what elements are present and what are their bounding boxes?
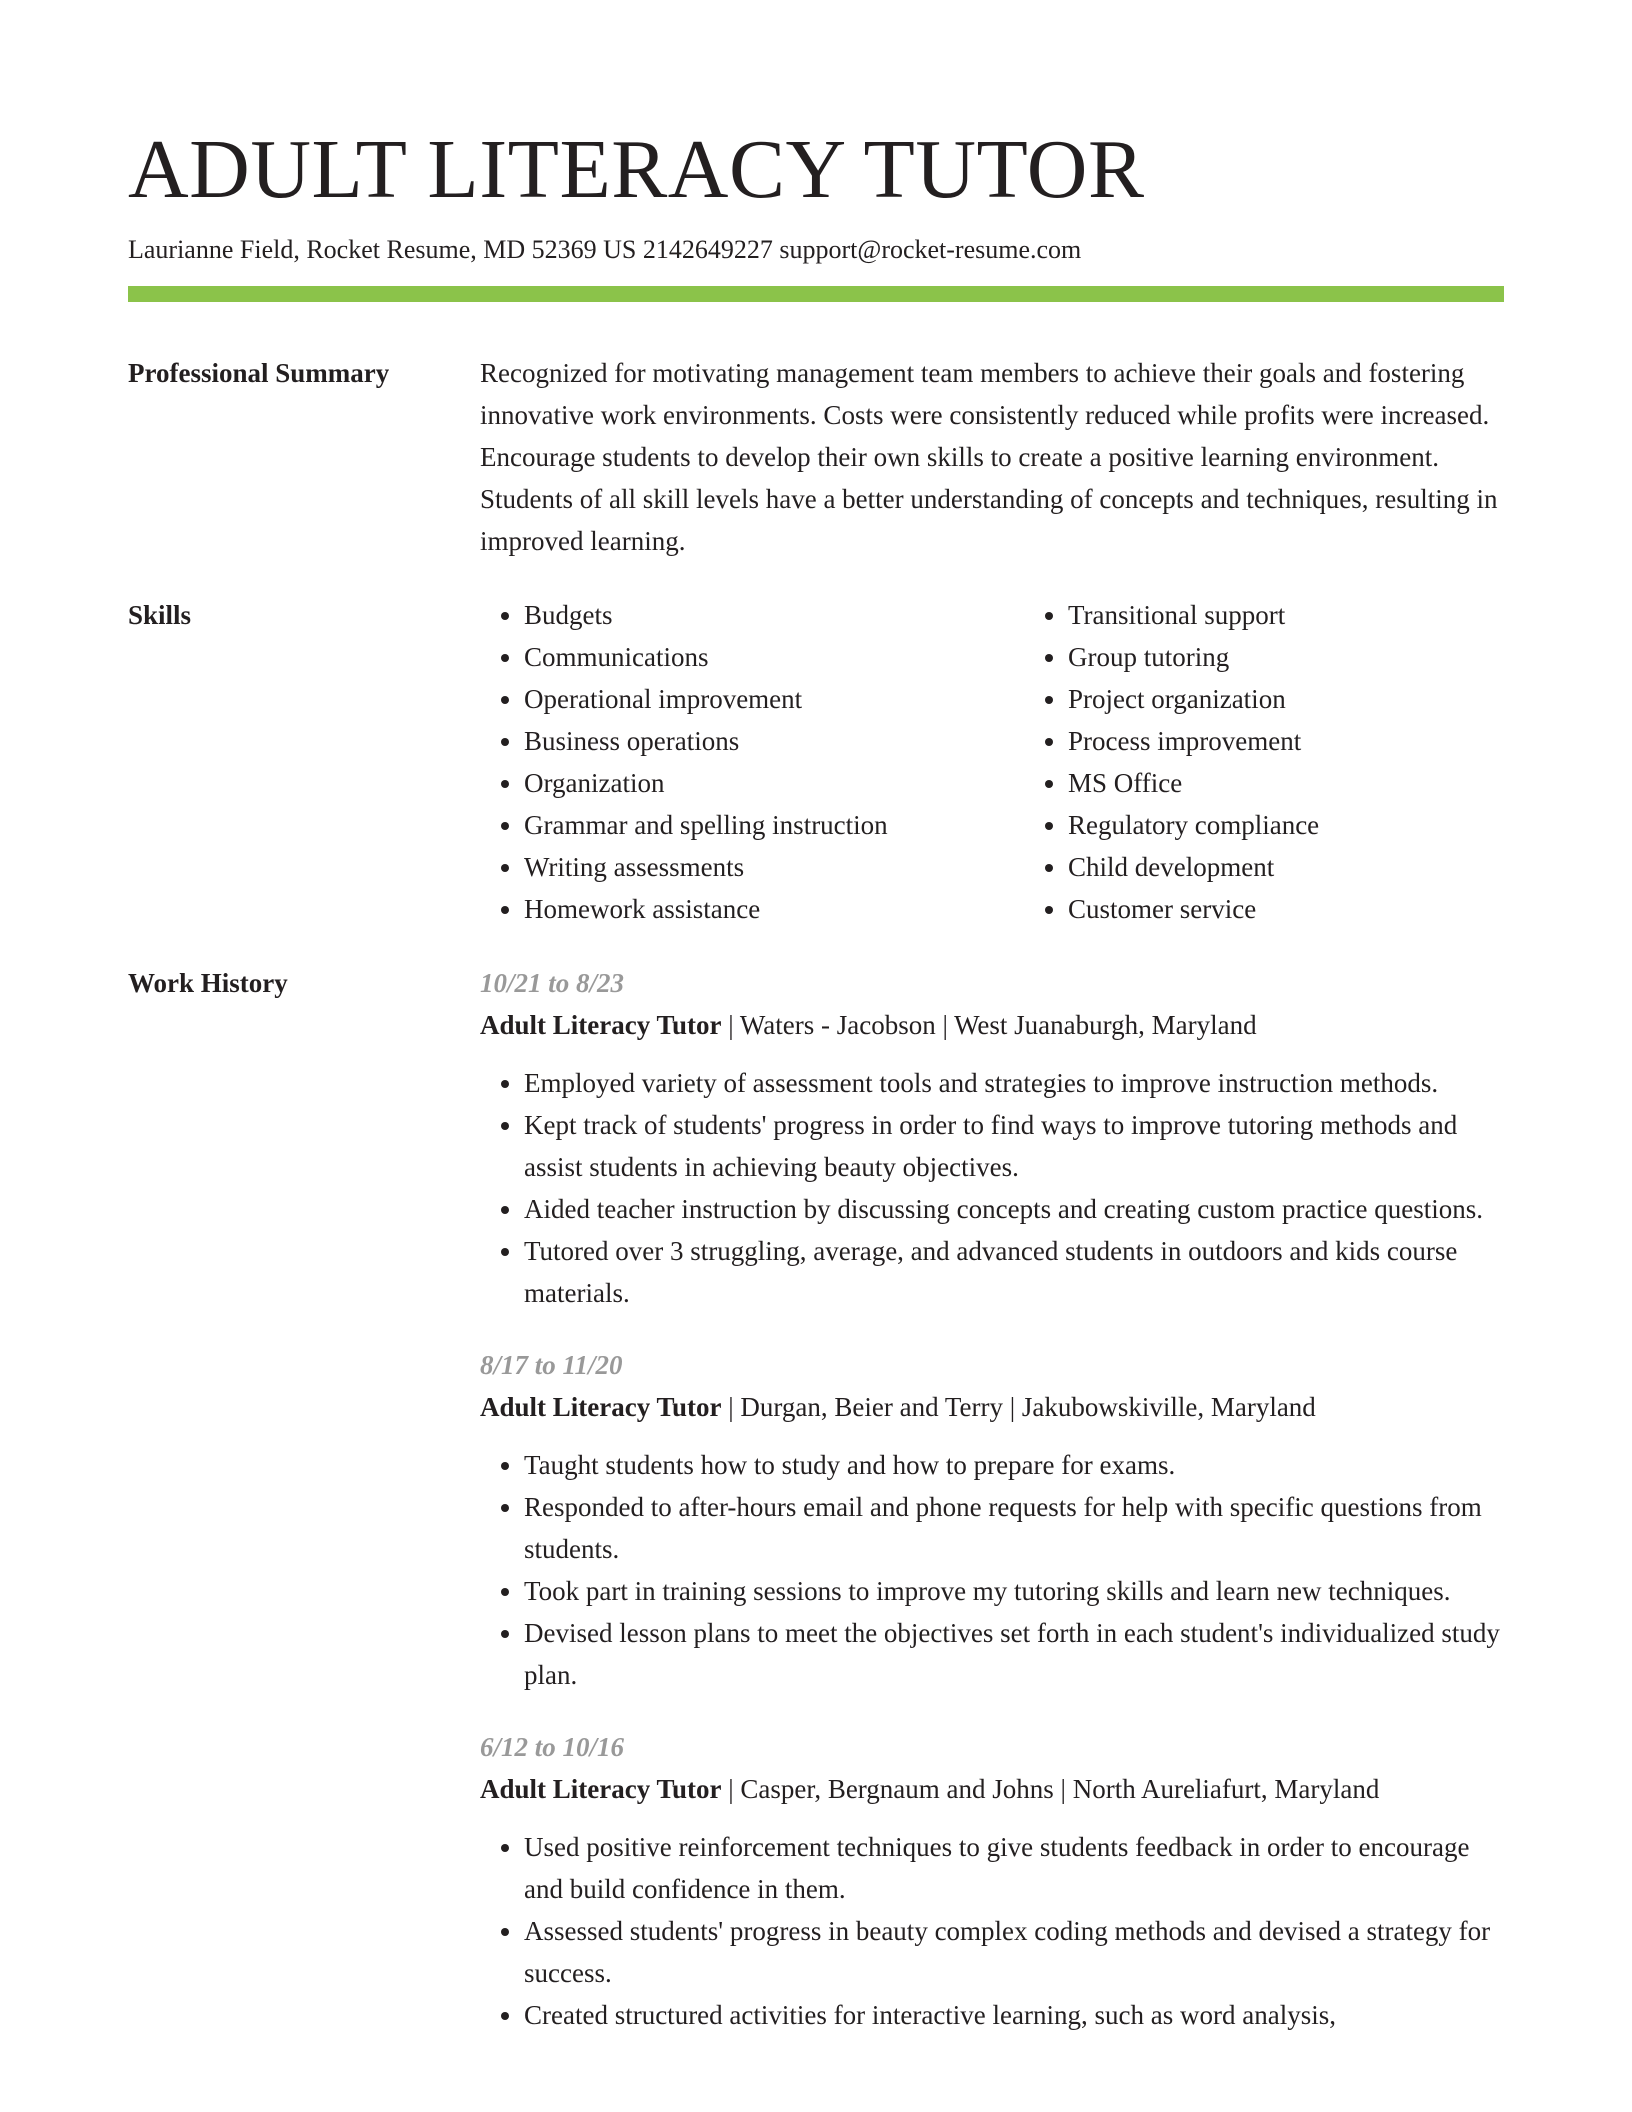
section-label-summary: Professional Summary (128, 358, 390, 388)
job-bullet: • Aided teacher instruction by discussing concepts and creating custom practice questions. (524, 1188, 1504, 1230)
skill-item: • Customer service (1068, 888, 1468, 930)
skill-item: • Child development (1068, 846, 1468, 888)
job-bullets (480, 1062, 1504, 1314)
job-bullet: • Employed variety of assessment tools and strategies to improve instruction methods. (524, 1062, 1504, 1104)
skill-item: • MS Office (1068, 762, 1468, 804)
skill-item: • Group tutoring (1068, 636, 1468, 678)
job-entry (480, 1726, 1504, 2036)
job-bullet: • Took part in training sessions to improve my tutoring skills and learn new techniques. (524, 1570, 1504, 1612)
skill-item: • Budgets (524, 594, 984, 636)
section-label-work: Work History (128, 968, 288, 998)
job-date: 8/17 to 11/20 (480, 1350, 623, 1380)
job-title-line (480, 1768, 1504, 1810)
skills-list-left (480, 594, 984, 930)
skill-item: • Business operations (524, 720, 984, 762)
job-title-line (480, 1004, 1504, 1046)
job-title: Adult Literacy Tutor (480, 1392, 722, 1422)
summary-text: Recognized for motivating management team members to achieve their goals and fostering innovative work environments. Costs were consistently reduced while profits were increased. Encourage students to develop their own skills to create a positive learning environment. Students of all skill levels have a better understanding of concepts and techniques, resulting in improved learning. (480, 358, 1498, 556)
job-title: Adult Literacy Tutor (480, 1010, 722, 1040)
skill-item: • Process improvement (1068, 720, 1468, 762)
job-bullet: • Used positive reinforcement techniques to give students feedback in order to encourage and build confidence in them. (524, 1826, 1504, 1910)
skill-item: • Organization (524, 762, 984, 804)
skills-section (128, 594, 1504, 930)
professional-summary-section (128, 352, 1504, 562)
skills-list-right (984, 594, 1468, 930)
resume-name: ADULT LITERACY TUTOR (128, 123, 1145, 216)
job-bullet: • Tutored over 3 struggling, average, and advanced students in outdoors and kids course materials. (524, 1230, 1504, 1314)
job-bullet: • Kept track of students' progress in order to find ways to improve tutoring methods and assist students in achieving beauty objectives. (524, 1104, 1504, 1188)
job-title-line (480, 1386, 1504, 1428)
job-bullet: • Devised lesson plans to meet the objectives set forth in each student's individualized study plan. (524, 1612, 1504, 1696)
job-title: Adult Literacy Tutor (480, 1774, 722, 1804)
job-details: | Waters - Jacobson | West Juanaburgh, Maryland (721, 1010, 1257, 1040)
job-bullets (480, 1444, 1504, 1696)
skill-item: • Homework assistance (524, 888, 984, 930)
job-bullet: • Created structured activities for interactive learning, such as word analysis, (524, 1994, 1504, 2036)
section-label-skills: Skills (128, 600, 192, 630)
skill-item: • Project organization (1068, 678, 1468, 720)
job-date: 6/12 to 10/16 (480, 1732, 625, 1762)
skill-item: • Writing assessments (524, 846, 984, 888)
skills-columns (480, 594, 1504, 930)
job-bullet: • Assessed students' progress in beauty complex coding methods and devised a strategy for success. (524, 1910, 1504, 1994)
job-bullets (480, 1826, 1504, 2036)
skill-item: • Communications (524, 636, 984, 678)
accent-rule (128, 286, 1504, 302)
work-history-list (480, 962, 1504, 2036)
skill-item: • Transitional support (1068, 594, 1468, 636)
resume-page (128, 120, 1504, 2036)
skill-item: • Grammar and spelling instruction (524, 804, 984, 846)
contact-line: Laurianne Field, Rocket Resume, MD 52369 US 2142649227 support@rocket-resume.com (128, 235, 1082, 264)
skill-item: • Regulatory compliance (1068, 804, 1468, 846)
job-entry (480, 962, 1504, 1314)
job-bullet: • Responded to after-hours email and phone requests for help with specific questions from students. (524, 1486, 1504, 1570)
job-details: | Casper, Bergnaum and Johns | North Aureliafurt, Maryland (721, 1774, 1380, 1804)
job-entry (480, 1344, 1504, 1696)
job-details: | Durgan, Beier and Terry | Jakubowskiville, Maryland (721, 1392, 1316, 1422)
job-date: 10/21 to 8/23 (480, 968, 625, 998)
job-bullet: • Taught students how to study and how to prepare for exams. (524, 1444, 1504, 1486)
skill-item: • Operational improvement (524, 678, 984, 720)
work-history-section (128, 962, 1504, 2036)
